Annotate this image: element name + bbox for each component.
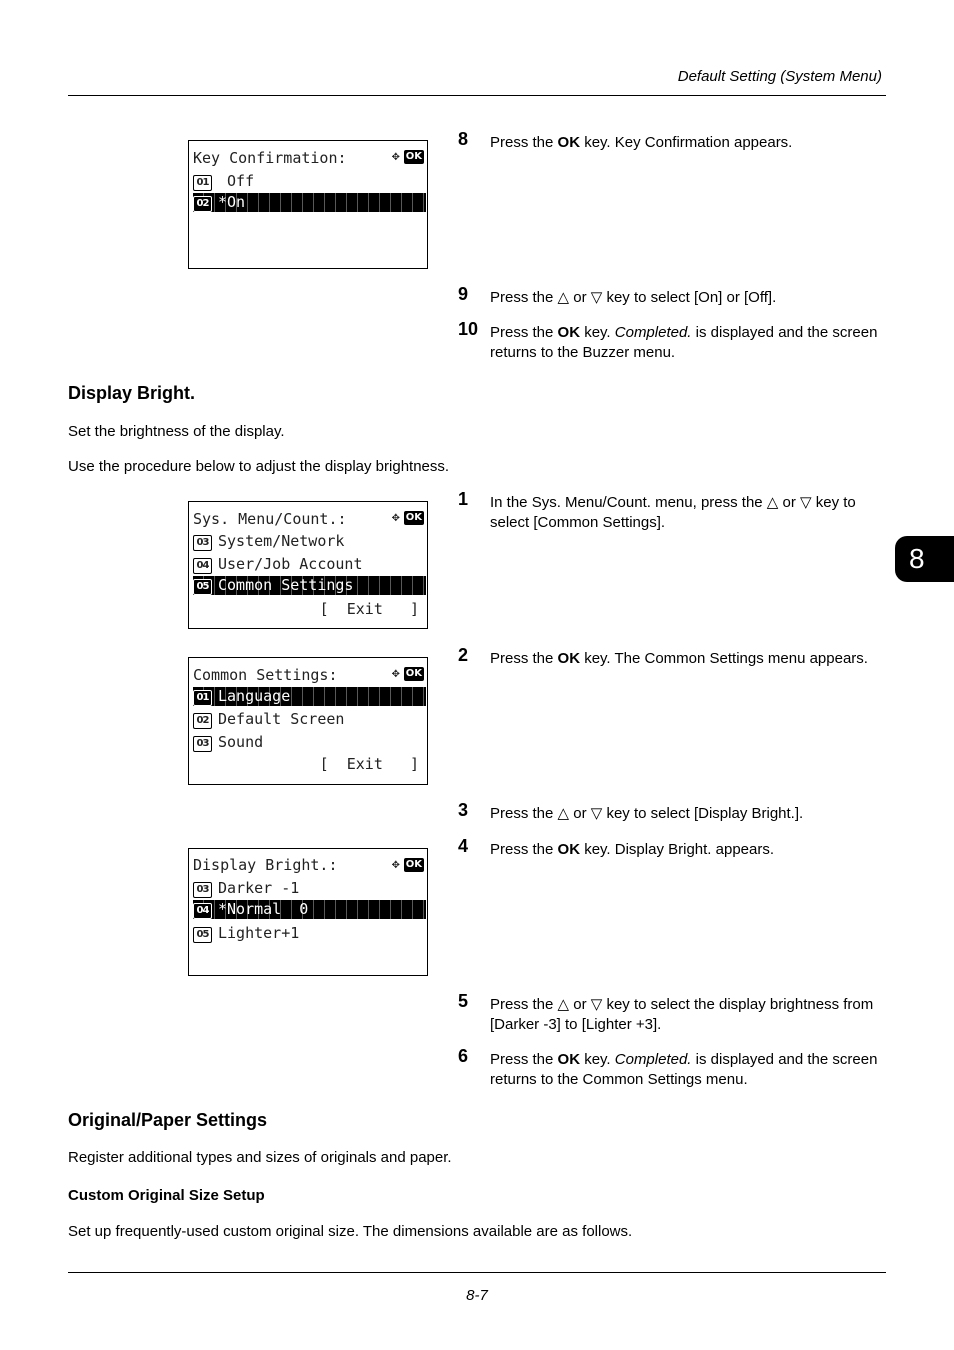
step-number: 9: [458, 284, 469, 304]
menu-item: [193, 172, 427, 191]
paragraph: Set the brightness of the display.: [68, 423, 285, 440]
step-number: 4: [458, 836, 469, 856]
menu-item: [193, 532, 427, 551]
ok-key-icon: OK: [405, 511, 422, 523]
step-10: 10 Press the OK key. Completed. is displayed and the screen returns to the Buzzer menu.: [458, 319, 878, 361]
item-number: 02: [193, 196, 212, 212]
item-label: Sound: [218, 733, 264, 751]
item-number: 03: [193, 736, 212, 752]
item-label: System/Network: [218, 532, 345, 550]
item-label: Language: [218, 687, 291, 705]
step-number: 8: [458, 129, 469, 149]
menu-item-selected: [193, 193, 426, 212]
item-number: 04: [193, 558, 212, 574]
nav-ok-indicator: [388, 147, 424, 165]
screen-title: Key Confirmation:: [193, 149, 347, 167]
running-header: Default Setting (System Menu): [677, 68, 882, 85]
item-label: Off: [218, 172, 255, 190]
section-heading-display-bright: Display Bright.: [68, 383, 196, 403]
exit-softkey: [ Exit ]: [319, 600, 419, 618]
paragraph: Set up frequently-used custom original size. The dimensions available are as follows.: [68, 1223, 633, 1240]
step-number: 6: [458, 1046, 469, 1066]
step-2: 2 Press the OK key. The Common Settings menu appears.: [458, 645, 868, 667]
item-number: 05: [193, 927, 212, 943]
menu-item: [193, 555, 427, 574]
header-rule: [68, 95, 886, 96]
item-label: Common Settings: [218, 576, 354, 594]
cross-arrow-icon: ✥: [391, 666, 400, 681]
ok-key-icon: OK: [405, 667, 422, 679]
lcd-key-confirmation: [188, 140, 428, 269]
step-3: 3 Press the △ or ▽ key to select [Display Bright.].: [458, 800, 804, 822]
nav-ok-indicator: [388, 855, 424, 873]
paragraph: Use the procedure below to adjust the display brightness.: [68, 458, 450, 475]
item-number: 05: [193, 579, 212, 595]
item-number: 01: [193, 175, 212, 191]
item-number: 02: [193, 713, 212, 729]
step-number: 5: [458, 991, 469, 1011]
lcd-sys-menu: [188, 501, 428, 629]
item-number: 04: [193, 903, 212, 919]
menu-item: [193, 733, 427, 752]
item-label: Lighter+1: [218, 924, 300, 942]
cross-arrow-icon: ✥: [391, 857, 400, 872]
ok-key-icon: OK: [405, 858, 422, 870]
step-number: 2: [458, 645, 469, 665]
step-8: 8 Press the OK key. Key Confirmation appears.: [458, 129, 793, 151]
exit-softkey: [ Exit ]: [319, 755, 419, 773]
menu-item: [193, 879, 427, 898]
menu-item-selected: [193, 900, 426, 919]
lcd-common-settings: [188, 657, 428, 785]
step-1: 1 In the Sys. Menu/Count. menu, press the △ or ▽ key to select [Common Settings].: [458, 489, 856, 531]
lcd-display-bright: [188, 848, 428, 976]
item-label: User/Job Account: [218, 555, 363, 573]
page-number: 8-7: [466, 1287, 488, 1304]
ok-key-icon: OK: [405, 150, 422, 162]
paragraph: Register additional types and sizes of originals and paper.: [68, 1149, 452, 1166]
step-number: 1: [458, 489, 469, 509]
menu-item: [193, 924, 427, 943]
step-5: 5 Press the △ or ▽ key to select the display brightness from [Darker -3] to [Lighter +3].: [458, 991, 874, 1033]
menu-item-selected: [193, 687, 426, 706]
screen-title: Common Settings:: [193, 666, 338, 684]
nav-ok-indicator: [388, 508, 424, 526]
cross-arrow-icon: ✥: [391, 149, 400, 164]
item-label: Darker -1: [218, 879, 300, 897]
subheading-custom-original-size: Custom Original Size Setup: [68, 1187, 265, 1204]
item-label: *Normal 0: [218, 900, 309, 918]
item-number: 03: [193, 535, 212, 551]
section-heading-original-paper: Original/Paper Settings: [68, 1110, 268, 1130]
footer-rule: [68, 1272, 886, 1273]
step-number: 3: [458, 800, 469, 820]
menu-item-selected: [193, 576, 426, 595]
item-label: Default Screen: [218, 710, 345, 728]
item-number: 03: [193, 882, 212, 898]
screen-title: Display Bright.:: [193, 856, 338, 874]
nav-ok-indicator: [388, 664, 424, 682]
step-4: 4 Press the OK key. Display Bright. appears.: [458, 836, 775, 858]
step-number: 10: [458, 319, 479, 339]
chapter-tab: 8: [895, 536, 954, 582]
item-label: *On: [218, 193, 246, 211]
cross-arrow-icon: ✥: [391, 510, 400, 525]
step-9: 9 Press the △ or ▽ key to select [On] or [Off].: [458, 284, 777, 306]
screen-title: Sys. Menu/Count.:: [193, 510, 347, 528]
menu-item: [193, 710, 427, 729]
step-6: 6 Press the OK key. Completed. is displayed and the screen returns to the Common Settings menu.: [458, 1046, 878, 1088]
item-number: 01: [193, 690, 212, 706]
